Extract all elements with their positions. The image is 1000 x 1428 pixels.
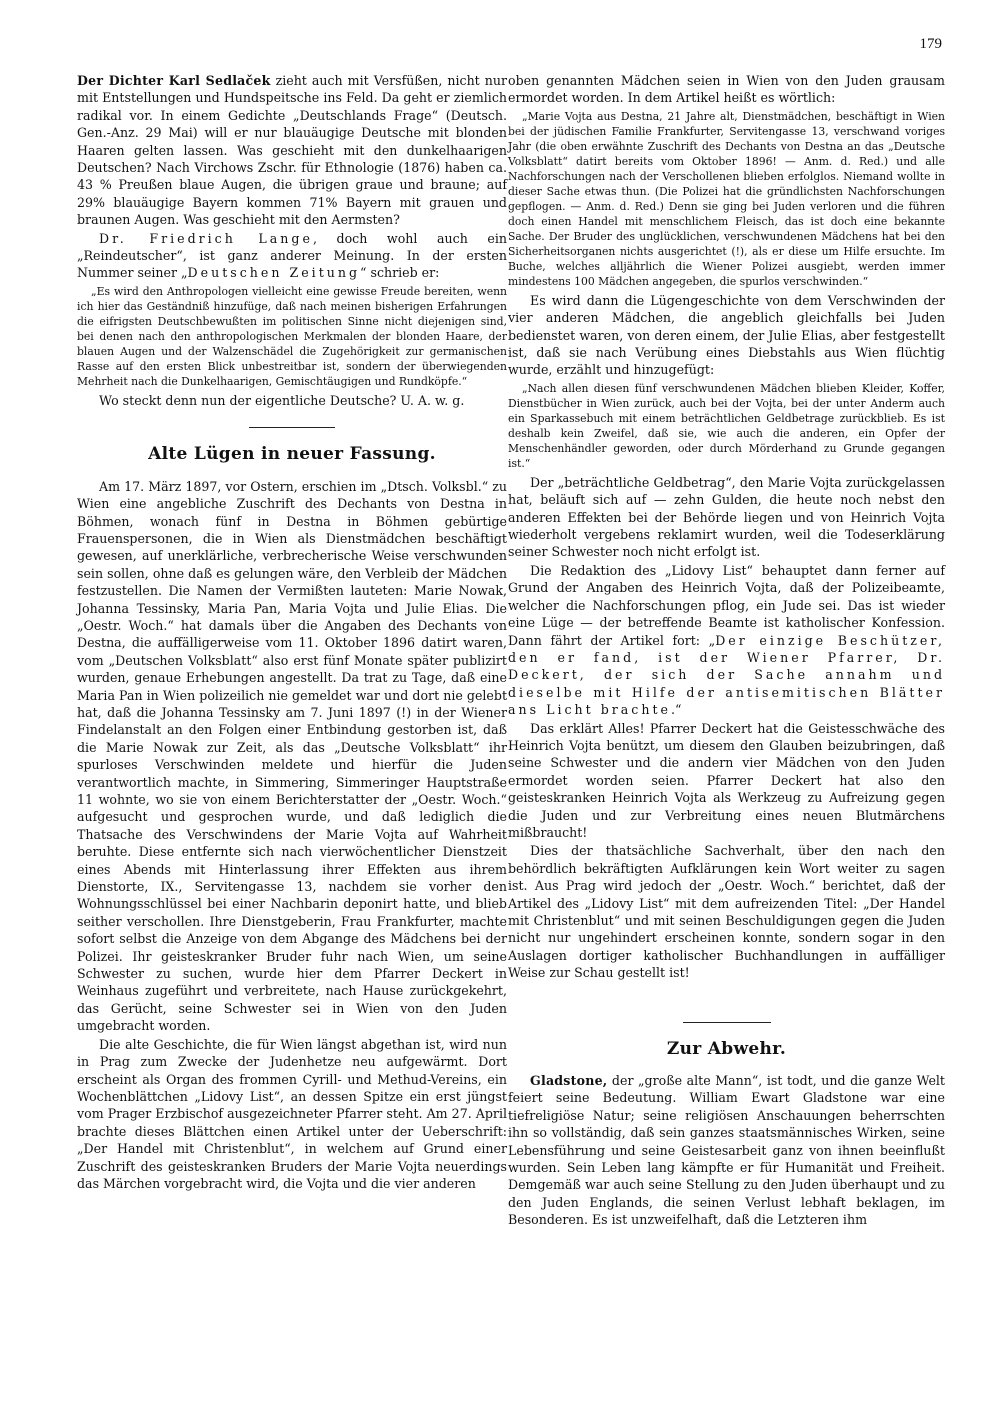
- paragraph-continued: oben genannten Mädchen seien in Wien von den Juden grausam ermordet worden. In dem Artikel heißt es wörtlich:: [508, 73, 945, 106]
- paragraph-text: der „große alte Mann“, ist todt, und die ganze Welt feiert seine Bedeutung. William Ewart Gladstone war eine tiefreligiöse Natur; seine religiösen Anschauungen beherrschten ihn so vollständig, daß sein ganzes staatsmännisches Wirken, seine Lebensführung und seine Geistesarbeit ganz von ihnen beeinflußt wurden. Sein Leben lang kämpfte er für Humanität und Freiheit. Demgemäß war auch seine Stellung zu den Juden überhaupt und zu den Juden Englands, die seinen Verlust lebhaft beklagen, im Besonderen. Es ist unzweifelhaft, daß die Letzteren ihm: [508, 1073, 945, 1228]
- paragraph-gladstone: [508, 1072, 945, 1229]
- paragraph-question: Wo steckt denn nun der eigentliche Deutsche? U. A. w. g.: [99, 392, 465, 408]
- quoted-spaced: Der einzige Beschützer, den er fand, ist der Wiener Pfarrer, Dr. Deckert, der sich der Sache annahm und dieselbe mit Hilfe der antisemitischen Blätter ans Licht brachte: [508, 632, 945, 718]
- paragraph-text: “ schrieb er:: [360, 265, 440, 281]
- paper-name: Deutschen Zeitung: [187, 265, 361, 281]
- paragraph-text: Die Redaktion des „Lidovy List“ behauptet dann ferner auf Grund der Angaben des Heinrich Vojta, daß der Polizeibeamte, welcher die Nachforschungen pflog, ein Jude sei. Das ist wieder eine Lüge — der betreffende Beamte ist katholischer Konfession. Dann fährt der Artikel fort: „: [508, 562, 945, 648]
- paragraph-erklaert: Das erklärt Alles! Pfarrer Deckert hat die Geistesschwäche des Heinrich Vojta benützt, um diesem den Glauben beizubringen, daß seine Schwester und die andern vier Mädchen von den Juden ermordet worden seien. Pfarrer Deckert hat also den geisteskranken Heinrich Vojta als Werkzeug zu Aufreizung gegen die Juden und zur Verbreitung eines neuen Blutmärchens mißbraucht!: [508, 720, 945, 840]
- right-column: [508, 72, 945, 1230]
- paragraph-text: zieht auch mit Versfüßen, nicht nur mit Entstellungen und Hundspeitsche ins Feld. Da geht er ziemlich radikal vor. In einem Gedichte „Deutschlands Frage“ (Deutsch. Gen.-Anz. 29 Mai) will er nur blauäugige Deutsche mit blonden Haaren gelten lassen. Was geschieht mit den dunkelhaarigen Deutschen? Nach Virchows Zschr. für Ethnologie (1876) haben ca. 43 % Preußen blaue Augen, die übrigen graue und braune; auf 29% blauäugige Bayern kommen 71% Bayern mit grauen und braunen Augen. Was geschieht mit den Aermsten?: [77, 73, 507, 228]
- paragraph-text: , doch wohl auch ein „Reindeutscher“, ist ganz anderer Meinung. In der ersten Nummer seiner „: [77, 230, 507, 281]
- section-title-zur-abwehr: Zur Abwehr.: [666, 1038, 787, 1059]
- paragraph-luegengeschichte: Es wird dann die Lügengeschichte von dem Verschwinden der vier anderen Mädchen, die angeblich gleichfalls bei Juden bedienstet waren, von deren einem, der Julie Elias, aber festgestellt ist, daß sie nach Verübung eines Diebstahls aus Wien flüchtig wurde, erzählt und hinzugefügt:: [508, 292, 945, 378]
- paragraph-lange: [77, 230, 507, 282]
- quote-vojta: „Marie Vojta aus Destna, 21 Jahre alt, Dienstmädchen, beschäftigt in Wien bei der jüdischen Familie Frankfurter, Servitengasse 13, verschwand voriges Jahr (die oben erwähnte Zuschrift des Dechants von Destna an das „Deutsche Volksblatt“ datirt bereits vom Oktober 1896! — Anm. d. Red.) und alle Nachforschungen nach der Verschollenen blieben erfolglos. Niemand wollte in dieser Sache etwas thun. (Die Polizei hat die gründlichsten Nachforschungen gepflogen. — Anm. d. Red.) Denn sie ging bei Juden verloren und die führen doch einen Handel mit menschlichem Fleisch, das ist doch eine bekannte Sache. Der Bruder des unglücklichen, verschwundenen Mädchens hat bei den Sicherheitsorganen nichts ausgerichtet (!), als er diese um Hilfe ersuchte. Im Buche, welches alljährlich die Wiener Polizei ausgiebt, werden immer mindestens 100 Mädchen angegeben, die spurlos verschwinden.“: [508, 109, 945, 288]
- page-number: 179: [919, 36, 942, 52]
- lead-sedlacek: Der Dichter Karl Sedlaček: [77, 73, 271, 88]
- paragraph-geldbetrag: Der „beträchtliche Geldbetrag“, den Marie Vojta zurückgelassen hat, beläuft sich auf — zehn Gulden, die heute noch nebst den anderen Effekten bei der Behörde liegen und von Heinrich Vojta wiederholt vergebens reklamirt wurden, weil die Todeserklärung seiner Schwester noch nicht erfolgt ist.: [508, 474, 945, 560]
- section-title-alte-luegen: Alte Lügen in neuer Fassung.: [148, 444, 436, 465]
- paragraph-sachverhalt: Dies der thatsächliche Sachverhalt, über den nach den behördlich bekräftigten Aufklärungen kein Wort weiter zu sagen ist. Aus Prag wird jedoch der „Oestr. Woch.“ berichtet, daß der Artikel des „Lidovy List“ mit dem aufreizenden Titel: „Der Handel mit Christenblut“ und mit seinen Beschuldigungen gegen die Juden nicht nur ungehindert erscheinen konnte, sondern sogar in den Auslagen dortiger katholischer Buchhandlungen in auffälliger Weise zur Schau gestellt ist!: [508, 843, 945, 981]
- paragraph-text: .“: [670, 702, 682, 718]
- name-lange: Dr. Friedrich Lange: [99, 230, 313, 246]
- lead-gladstone: Gladstone,: [530, 1073, 608, 1089]
- paragraph-sedlacek: [77, 72, 507, 229]
- paragraph-destna: Am 17. März 1897, vor Ostern, erschien im „Dtsch. Volksbl.“ zu Wien eine angebliche Zuschrift des Dechants von Destna in Böhmen, wonach fünf in Destna in Böhmen gebürtige Frauenspersonen, die in Wien als Dienstmädchen beschäftigt gewesen, auf unerklärliche, verbrecherische Weise verschwunden sein sollen, ohne daß es gelungen wäre, den Verbleib der Mädchen festzustellen. Die Namen der Vermißten lauteten: Marie Nowak, Johanna Tessinsky, Maria Pan, Maria Vojta und Julie Elias. Die „Oestr. Woch.“ hat damals über die Angaben des Dechants von Destna, die auffälligerweise vom 11. Oktober 1896 datirt waren, vom „Deutschen Volksblatt“ also erst fünf Monate später publizirt wurden, genaue Erhebungen angestellt. Da trat zu Tage, daß eine Maria Pan in Wien polizeilich nie gemeldet war und dort nie gelebt hat, daß die Johanna Tessinsky am 7. Juni 1897 (!) in der Wiener Findelanstalt an den Folgen einer Entbindung gestorben ist, daß die Marie Nowak zur Zeit, als das „Deutsche Volksblatt“ ihr spurloses Verschwinden meldete und hierfür die Juden verantwortlich machte, in Simmering, Simmeringer Hauptstraße 11 wohnte, wo sie von einem Berichterstatter der „Oestr. Woch.“ aufgesucht und gesprochen wurde, und daß lediglich die Thatsache des Verschwindens der Marie Vojta auf Wahrheit beruhte. Diese entfernte sich nach vierwöchentlicher Dienstzeit eines Abends mit Hinterlassung ihrer Effekten aus ihrem Dienstorte, IX., Servitengasse 13, nachdem sie vorher den Wohnungsschlüssel bei einer Nachbarin deponirt hatte, und blieb seither verschollen. Ihre Dienstgeberin, Frau Frankfurter, machte sofort selbst die Anzeige von dem Abgange des Mädchens bei der Polizei. Ihr geisteskranker Bruder fuhr nach Wien, um seine Schwester zu suchen, wurde hier dem Pfarrer Deckert in Weinhaus zugeführt und verbreitete, nach Hause zurückgekehrt, das Gerücht, seine Schwester sei in Wien von den Juden umgebracht worden.: [77, 478, 507, 1034]
- left-column: [77, 72, 507, 1193]
- quote-maedchen: „Nach allen diesen fünf verschwundenen Mädchen blieben Kleider, Koffer, Dienstbücher in Wien zurück, auch bei der Vojta, bei der unter Anderm auch ein Sparkassebuch mit einem beträchtlichen Geldbetrage zurückblieb. Es ist deshalb kein Zweifel, daß sie, wie auch die anderen, ein Opfer der Menschenhändler geworden, oder durch Mörderhand zu Grunde gegangen ist.“: [508, 381, 945, 470]
- paragraph-redaktion: [508, 562, 945, 719]
- divider: [683, 1022, 771, 1023]
- paragraph-prag: Die alte Geschichte, die für Wien längst abgethan ist, wird nun in Prag zum Zwecke der Judenhetze neu aufgewärmt. Dort erscheint als Organ des frommen Cyrill- und Methud-Vereins, ein Wochenblättchen „Lidovy List“, an dessen Spitze ein erst jüngst vom Prager Erzbischof ausgezeichneter Pfarrer steht. Am 27. April brachte dieses Blättchen einen Artikel unter der Ueberschrift: „Der Handel mit Christenblut“, in welchem auf Grund einer Zuschrift des geisteskranken Bruders der Marie Vojta neuerdings das Märchen vorgebracht wird, die Vojta und die vier anderen: [77, 1036, 507, 1191]
- divider: [249, 427, 335, 428]
- quote-lange: „Es wird den Anthropologen vielleicht eine gewisse Freude bereiten, wenn ich hier das Geständniß hinzufüge, daß nach meinen bisherigen Erfahrungen die eifrigsten Deutschbewußten im politischen Sinne nicht diejenigen sind, bei denen nach den anthropologischen Merkmalen der blonden Haare, der blauen Augen und der Walzenschädel die Zugehörigkeit zur germanischen Rasse auf den ersten Blick unbestreitbar ist, sondern der überwiegenden Mehrheit nach die Dunkelhaarigen, Gemischtäugigen und Rundköpfe.“: [77, 284, 507, 388]
